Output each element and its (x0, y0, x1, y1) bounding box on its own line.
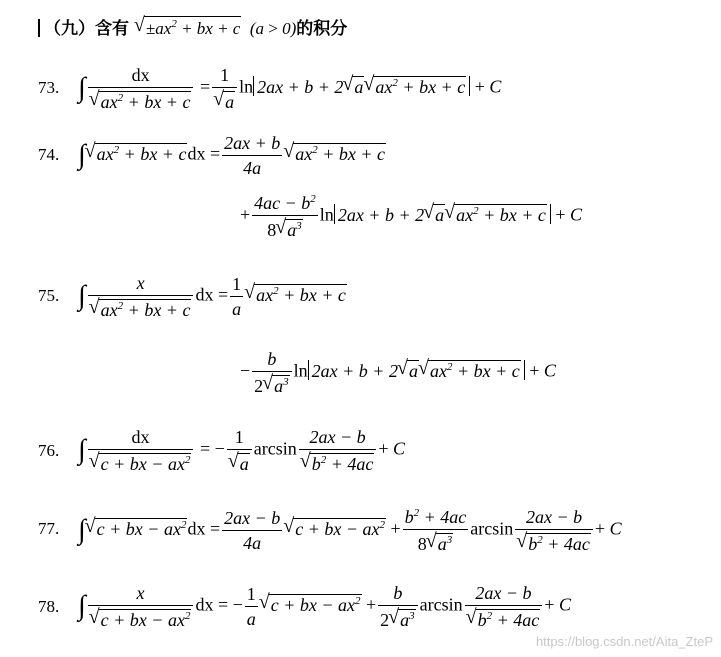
formula-number-76: 76. (38, 441, 60, 460)
heading-prefix: （九）含有 (44, 19, 129, 39)
formula-number-73: 73. (38, 78, 60, 97)
formula-number-78: 78. (38, 597, 60, 616)
heading-suffix: 的积分 (296, 19, 348, 39)
formula-74-line2: + $\frac{4ac - b^2}{8√ a^3}$ ln 2ax + b + 2√ a√ $ax^2$ + bx + c + C (240, 194, 582, 239)
formula-75-line2: − $\frac{b}{2√ a^3}$ ln 2ax + b + 2√ a√ $ax^2$ + bx + c + C (240, 350, 556, 395)
heading-math: √ $\pm ax^2$ + bx + c (a > 0) (135, 19, 296, 38)
formula-74-line1: ∫√ $ax^2$ + bx + cdx = $\frac{2ax + b}{4a}$ √ $ax^2$ + bx + c (78, 134, 386, 177)
formula-76: ∫ dx √ c + bx − $ax^2$ = − 1 √ a arcsin 2ax − b √ $b^2 + 4ac$ + C (78, 428, 405, 473)
heading-bar (38, 19, 40, 37)
section-heading (38, 14, 347, 39)
formula-73: ∫ dx √ $ax^2$ + bx + c = 1 √ a ln 2ax + b + 2√ a√ $ax^2$ + bx + c + C (78, 66, 501, 111)
watermark: https://blog.csdn.net/Aita_ZteP (535, 634, 713, 649)
formula-number-75: 75. (38, 286, 60, 305)
formula-77: ∫√ c + bx − $ax^2dx$ = $\frac{2ax - b}{4a}$ √ c + bx − $ax^2$ + $\frac{b^2 + 4ac}{8√ a^3}$ arcsin 2ax − b √ $b^2 + 4ac$ + C (78, 508, 622, 553)
formula-78: ∫ x √ c + bx − $ax^2$ dx = − $\frac{1}{a}$ √ c + bx − $ax^2$ + $\frac{b}{2√ a^3}$ arcsin 2ax − b √ $b^2 + 4ac$ + C (78, 584, 571, 629)
formula-number-77: 77. (38, 519, 60, 538)
formula-number-74: 74. (38, 145, 60, 164)
formula-75-line1: ∫ x √ $ax^2$ + bx + c dx = $\frac{1}{a}$ √ $ax^2$ + bx + c (78, 274, 347, 319)
